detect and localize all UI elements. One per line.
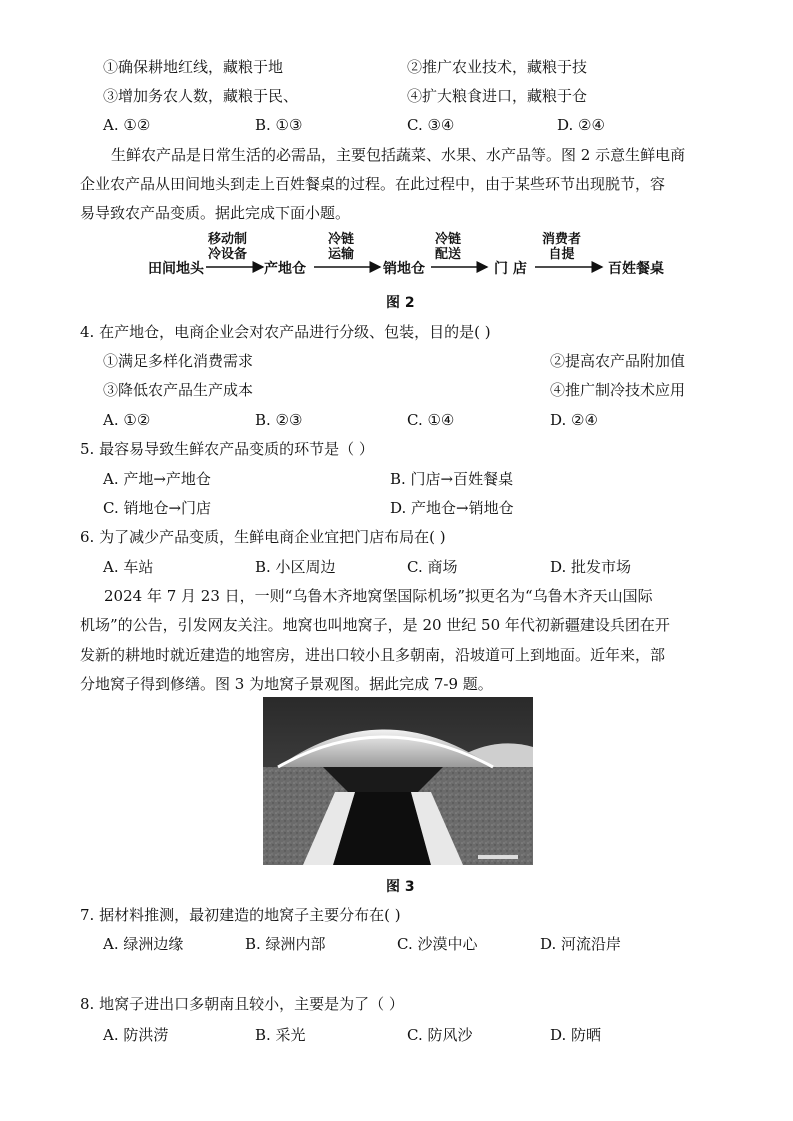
flow-label-2-bottom: 运输 <box>328 247 355 262</box>
q4-option-a[interactable]: A. ①② <box>103 411 151 429</box>
q6-option-a[interactable]: A. 车站 <box>103 558 154 576</box>
q8-option-d[interactable]: D. 防晒 <box>550 1026 602 1044</box>
q5-option-b[interactable]: B. 门店→百姓餐桌 <box>390 470 514 488</box>
q4-stem: 4. 在产地仓，电商企业会对农产品进行分级、包装，目的是( ) <box>80 323 491 341</box>
flow-node-store: 门 店 <box>494 261 527 277</box>
flow-node-origin-warehouse: 产地仓 <box>264 261 306 277</box>
q5-option-d[interactable]: D. 产地仓→销地仓 <box>390 499 514 517</box>
passage1-line-1: 生鲜农产品是日常生活的必需品，主要包括蔬菜、水果、水产品等。图 2 示意生鲜电商 <box>111 146 686 164</box>
q3-statement-3: ③增加务农人数，藏粮于民、 <box>103 87 299 105</box>
q3-option-a[interactable]: A. ①② <box>103 116 151 134</box>
q3-option-c[interactable]: C. ③④ <box>407 116 455 134</box>
flow-label-3 <box>435 232 461 262</box>
flow-label-4-bottom: 自提 <box>548 247 575 262</box>
q3-statement-4: ④扩大粮食进口，藏粮于仓 <box>407 87 588 105</box>
passage2-line-4: 分地窝子得到修缮。图 3 为地窝子景观图。据此完成 7-9 题。 <box>80 675 493 693</box>
flow-label-2 <box>328 232 354 262</box>
flow-node-dining-table: 百姓餐桌 <box>608 261 664 277</box>
q7-option-b[interactable]: B. 绿洲内部 <box>245 935 326 953</box>
figure2-caption: 图 2 <box>386 295 415 311</box>
q4-option-c[interactable]: C. ①④ <box>407 411 455 429</box>
flow-label-3-bottom: 配送 <box>435 247 462 262</box>
q3-option-d[interactable]: D. ②④ <box>557 116 605 134</box>
q6-option-d[interactable]: D. 批发市场 <box>550 558 632 576</box>
passage2-line-3: 发新的耕地时就近建造的地窖房，进出口较小且多朝南，沿坡道可上到地面。近年来，部 <box>80 646 666 664</box>
q4-statement-2: ②提高农产品附加值 <box>550 352 686 370</box>
diwozi-photo <box>263 697 533 865</box>
q5-option-a[interactable]: A. 产地→产地仓 <box>103 470 211 488</box>
q4-statement-4: ④推广制冷技术应用 <box>550 381 686 399</box>
figure3-caption: 图 3 <box>386 879 415 895</box>
flow-node-sales-warehouse: 销地仓 <box>383 261 425 277</box>
q4-option-d[interactable]: D. ②④ <box>550 411 598 429</box>
q4-statement-3: ③降低农产品生产成本 <box>103 381 254 399</box>
passage2-line-1: 2024 年 7 月 23 日，一则“乌鲁木齐地窝堡国际机场”拟更名为“乌鲁木齐天山国际 <box>104 587 653 605</box>
q3-statement-1: ①确保耕地红线，藏粮于地 <box>103 58 284 76</box>
flow-label-2-top: 冷链 <box>328 232 355 247</box>
q3-statement-2: ②推广农业技术，藏粮于技 <box>407 58 588 76</box>
flow-label-4-top: 消费者 <box>542 232 582 247</box>
q7-option-c[interactable]: C. 沙漠中心 <box>397 935 478 953</box>
q7-option-d[interactable]: D. 河流沿岸 <box>540 935 622 953</box>
q8-option-b[interactable]: B. 采光 <box>255 1026 306 1044</box>
q4-option-b[interactable]: B. ②③ <box>255 411 303 429</box>
q6-option-b[interactable]: B. 小区周边 <box>255 558 336 576</box>
q6-stem: 6. 为了减少产品变质，生鲜电商企业宜把门店布局在( ) <box>80 528 446 546</box>
q8-option-a[interactable]: A. 防洪涝 <box>103 1026 169 1044</box>
q8-option-c[interactable]: C. 防风沙 <box>407 1026 473 1044</box>
figure2-flow-diagram <box>140 228 700 288</box>
q7-stem: 7. 据材料推测，最初建造的地窝子主要分布在( ) <box>80 906 401 924</box>
passage1-line-3: 易导致农产品变质。据此完成下面小题。 <box>80 204 351 222</box>
flow-label-4 <box>542 232 581 262</box>
q5-option-c[interactable]: C. 销地仓→门店 <box>103 499 212 517</box>
flow-node-field: 田间地头 <box>148 261 204 277</box>
flow-label-1 <box>208 232 247 262</box>
flow-label-1-bottom: 冷设备 <box>208 247 248 262</box>
flow-label-1-top: 移动制 <box>208 232 248 247</box>
q8-stem: 8. 地窝子进出口多朝南且较小，主要是为了（ ） <box>80 995 404 1013</box>
passage2-line-2: 机场”的公告，引发网友关注。地窝也叫地窝子，是 20 世纪 50 年代初新疆建设兵团在开 <box>80 616 670 634</box>
q5-stem: 5. 最容易导致生鲜农产品变质的环节是（ ） <box>80 440 374 458</box>
watermark-mark <box>478 855 518 859</box>
flow-label-3-top: 冷链 <box>435 232 462 247</box>
q4-statement-1: ①满足多样化消费需求 <box>103 352 254 370</box>
passage1-line-2: 企业农产品从田间地头到走上百姓餐桌的过程。在此过程中，由于某些环节出现脱节，容 <box>80 175 666 193</box>
q7-option-a[interactable]: A. 绿洲边缘 <box>103 935 184 953</box>
q3-option-b[interactable]: B. ①③ <box>255 116 303 134</box>
q6-option-c[interactable]: C. 商场 <box>407 558 458 576</box>
